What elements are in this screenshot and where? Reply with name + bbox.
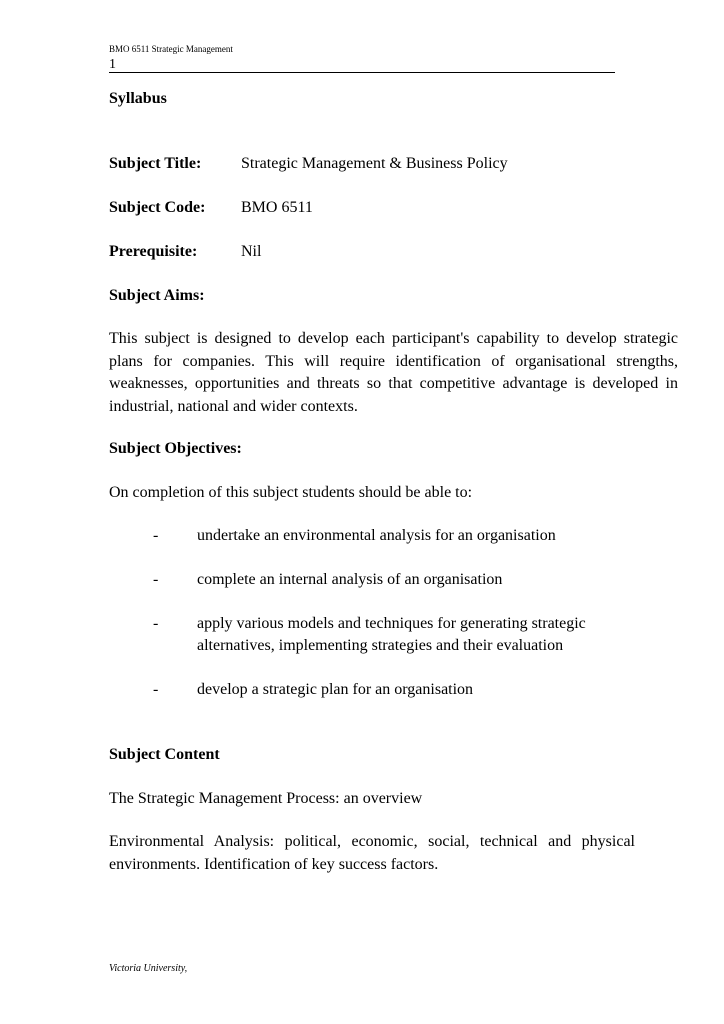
header-divider [109,72,615,73]
page-footer: Victoria University, [109,963,188,974]
objective-item: complete an internal analysis of an organisation [197,571,503,588]
subject-content-heading: Subject Content [109,746,220,763]
bullet-marker: - [153,527,159,544]
subject-aims-paragraph: This subject is designed to develop each participant's capability to develop strategic plans for companies. This will require identification of organisational strengths, weaknesses, opportunities and threats so that competitive advantage is developed in industrial, national and wider contexts. [109,330,678,416]
objective-item: undertake an environmental analysis for an organisation [197,527,556,544]
subject-objectives-heading: Subject Objectives: [109,440,242,457]
subject-code-value: BMO 6511 [241,199,313,216]
running-header-title: BMO 6511 Strategic Management [109,44,233,54]
bullet-marker: - [153,615,159,632]
subject-aims-heading: Subject Aims: [109,287,205,304]
objective-item: develop a strategic plan for an organisation [197,681,474,698]
content-item: Environmental Analysis: political, economic, social, technical and physical environments. Identification of key success factors. [109,833,635,873]
objectives-intro: On completion of this subject students should be able to: [109,484,473,501]
subject-code-label: Subject Code: [109,199,206,216]
objective-item: apply various models and techniques for generating strategic alternatives, implementing strategies and their evaluation [197,615,586,654]
subject-title-value: Strategic Management & Business Policy [241,155,508,172]
content-item: The Strategic Management Process: an overview [109,790,423,807]
bullet-marker: - [153,571,159,588]
prerequisite-label: Prerequisite: [109,243,198,260]
syllabus-heading: Syllabus [109,90,167,107]
prerequisite-value: Nil [241,243,262,260]
page-number: 1 [109,57,116,72]
bullet-marker: - [153,681,159,698]
subject-title-label: Subject Title: [109,155,202,172]
